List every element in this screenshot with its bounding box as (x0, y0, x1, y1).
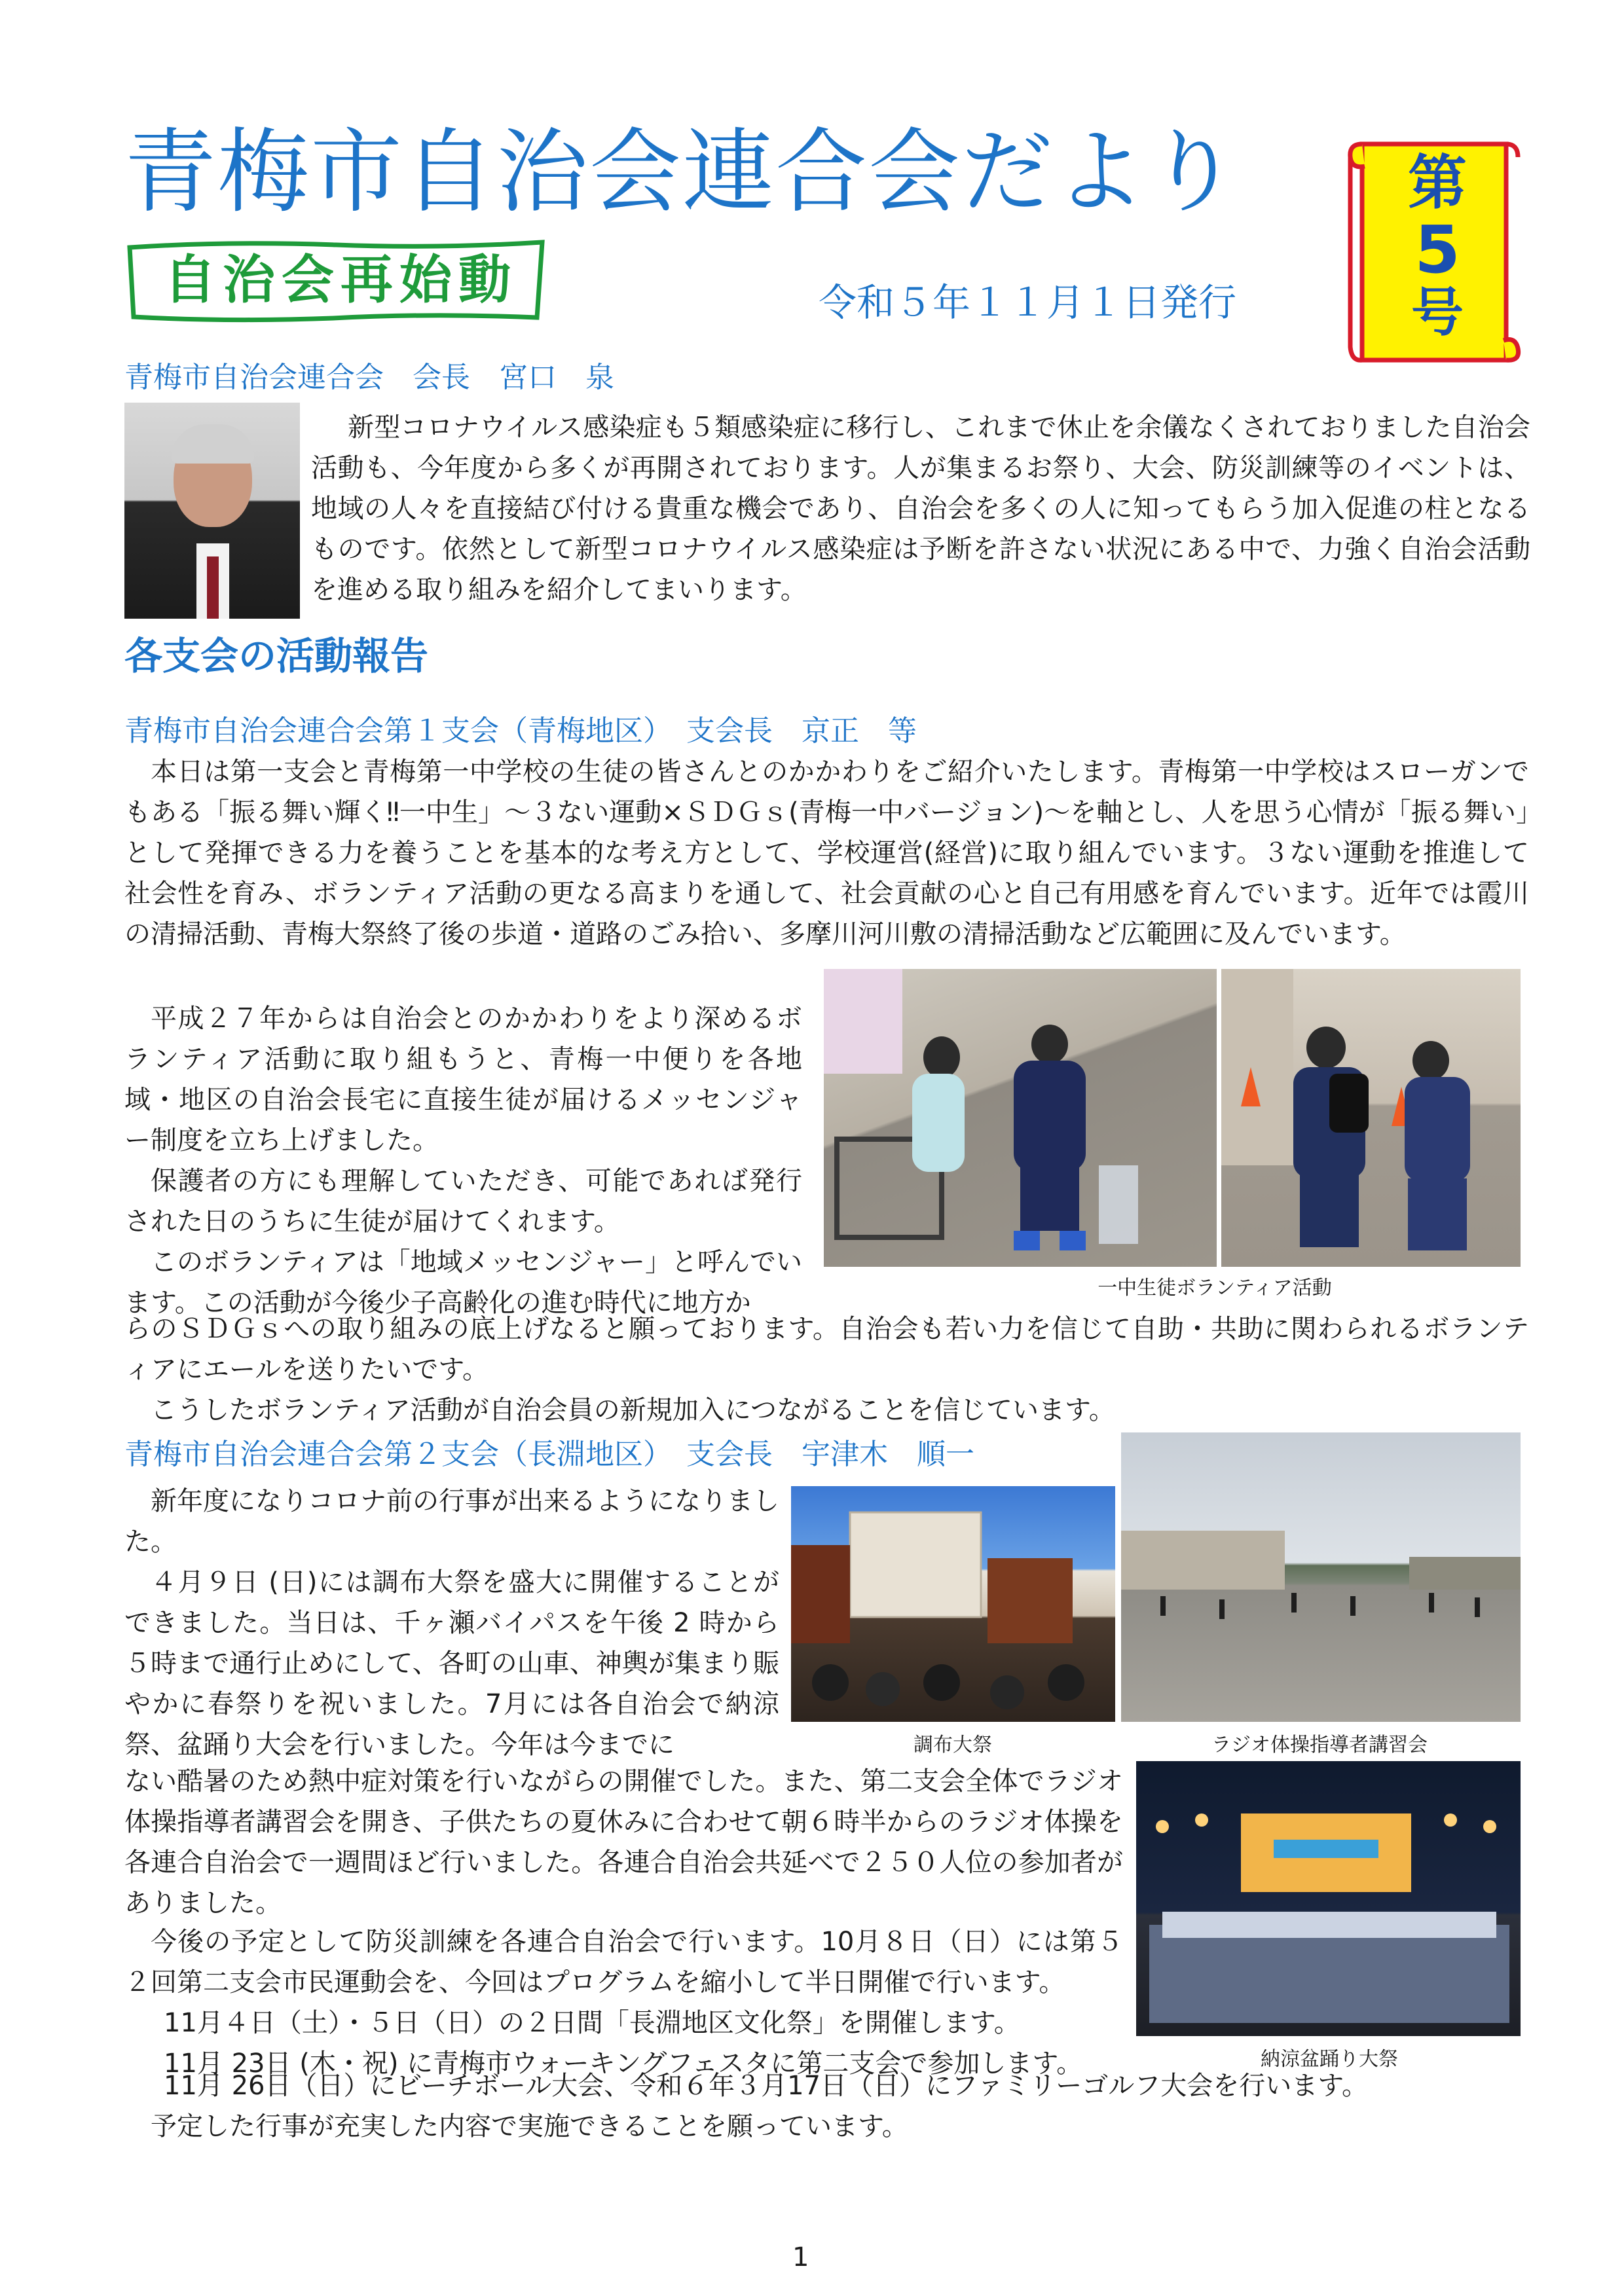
branch2-para3: 今後の予定として防災訓練を各連合自治会で行います。10月８日（日）には第５２回第二支会市民運動会を、今回はプログラムを縮小して半日開催で行います。 (124, 1927, 1123, 1997)
issue-number-suffix: 号 (1411, 282, 1464, 343)
branch1-para4a: このボランティアは「地域メッセンジャー」と呼んでいます。この活動が今後少子高齢化の進む時代に地方か (124, 1247, 802, 1318)
branch2-left-column (124, 1481, 779, 1765)
bon-dance-photo (1136, 1761, 1521, 2036)
volunteer-photo-right (1221, 969, 1521, 1267)
branch2-middle (124, 1761, 1123, 1923)
branch2-para2b: ない酷暑のため熱中症対策を行いながらの開催でした。また、第二支会全体でラジオ体操指導者講習会を開き、子供たちの夏休みに合わせて朝６時半からのラジオ体操を各連合自治会で一週間ほど行いました。各連合自治会共延べで２５０人位の参加者がありました。 (124, 1766, 1123, 1918)
branch1-heading: 青梅市自治会連合会第１支会（青梅地区） 支会長 京正 等 (124, 714, 917, 748)
branch2-para2a: ４月９日 (日)には調布大祭を盛大に開催することができました。当日は、千ヶ瀬バイパスを午後 2 時から５時まで通行止めにして、各町の山車、神輿が集まり賑やかに春祭りを祝いました。7月には各自治会で納涼祭、盆踊り大会を行いました。今年は今までに (124, 1567, 779, 1760)
branch2-para5: 11月 23日 (木・祝) に青梅市ウォーキングフェスタに第二支会で参加します。 (164, 2049, 1083, 2079)
branch1-left-column (124, 998, 802, 1323)
radio-exercise-photo-art (1121, 1432, 1521, 1722)
branch2-para7: 予定した行事が充実した内容で実施できることを願っています。 (151, 2111, 908, 2141)
branch1-para2: 平成２７年からは自治会とのかかわりをより深めるボランティア活動に取り組もうと、青梅一中便りを各地域・地区の自治会長宅に直接生徒が届けるメッセンジャー制度を立ち上げました。 (124, 1004, 802, 1156)
branch1-para1: 本日は第一支会と青梅第一中学校の生徒の皆さんとのかかわりをご紹介いたします。青梅第一中学校はスローガンでもある「振る舞い輝く‼一中生」～３ない運動×ＳＤＧｓ(青梅一中バージョン)～を軸とし、人を思う心情が「振る舞い」として発揮できる力を養うことを基本的な考え方として、学校運営(経営)に取り組んでいます。３ない運動を推進して社会性を育み、ボランティア活動の更なる高まりを通して、社会貢献の心と自己有用感を育んでいます。近年では霞川の清掃活動、青梅大祭終了後の歩道・道路のごみ拾い、多摩川河川敷の清掃活動など広範囲に及んでいます。 (124, 757, 1529, 949)
branch2-para1: 新年度になりコロナ前の行事が出来るようになりました。 (124, 1486, 779, 1557)
issue-number-value: 5 (1414, 211, 1460, 288)
radio-exercise-caption: ラジオ体操指導者講習会 (1211, 1734, 1428, 1757)
radio-exercise-photo (1121, 1432, 1521, 1722)
branch2-heading: 青梅市自治会連合会第２支会（長淵地区） 支会長 宇津木 順一 (124, 1438, 974, 1471)
volunteer-photo-left-art (824, 969, 1217, 1267)
branch1-para5: こうしたボランティア活動が自治会員の新規加入につながることを信じています。 (151, 1395, 1115, 1425)
branch1-para3: 保護者の方にも理解していただき、可能であれば発行された日のうちに生徒が届けてくれます。 (124, 1166, 802, 1237)
volunteer-photo-caption: 一中生徒ボランティア活動 (1098, 1277, 1332, 1300)
branch2-bottom (124, 2066, 1529, 2147)
branch2-para6: 11月 26日（日）にビーチボール大会、令和６年３月17日（日）にファミリーゴルフ大会を行います。 (164, 2071, 1369, 2101)
page-number: 1 (792, 2242, 809, 2272)
branch1-bottom (124, 1309, 1529, 1430)
greeting-text: 新型コロナウイルス感染症も５類感染症に移行し、これまで休止を余儀なくされておりました自治会活動も、今年度から多くが再開されております。人が集まるお祭り、大会、防災訓練等のイベントは、地域の人々を直接結び付ける貴重な機会であり、自治会を多くの人に知ってもらう加入促進の柱となるものです。依然として新型コロナウイルス感染症は予断を許さない状況にある中で、力強く自治会活動を進める取り組みを紹介してまいります。 (311, 412, 1530, 605)
issue-number-prefix: 第 (1408, 149, 1467, 217)
author-line: 青梅市自治会連合会 会長 宮口 泉 (124, 361, 614, 394)
section-title: 各支会の活動報告 (124, 634, 429, 678)
branch2-schedule (124, 1922, 1123, 2084)
volunteer-photo-right-art (1221, 969, 1521, 1267)
issue-number (1382, 151, 1493, 342)
newsletter-title: 青梅市自治会連合会だより (124, 119, 1241, 226)
banner-text: 自治会再始動 (164, 249, 517, 310)
branch1-para4b: らのＳＤＧｓへの取り組みの底上げなると願っております。自治会も若い力を信じて自助・共助に関わられるボランティアにエールを送りたいです。 (124, 1314, 1529, 1385)
festival-caption: 調布大祭 (913, 1734, 992, 1757)
president-tie (207, 556, 219, 619)
festival-photo (791, 1486, 1115, 1722)
bon-dance-photo-art (1136, 1761, 1521, 2036)
branch2-para4: 11月４日（土）・５日（日）の２日間「長淵地区文化祭」を開催します。 (164, 2008, 1020, 2038)
issue-date: 令和５年１１月１日発行 (819, 280, 1237, 325)
festival-photo-art (791, 1486, 1115, 1722)
bon-dance-caption: 納涼盆踊り大祭 (1261, 2048, 1398, 2071)
volunteer-photo-left (824, 969, 1217, 1267)
